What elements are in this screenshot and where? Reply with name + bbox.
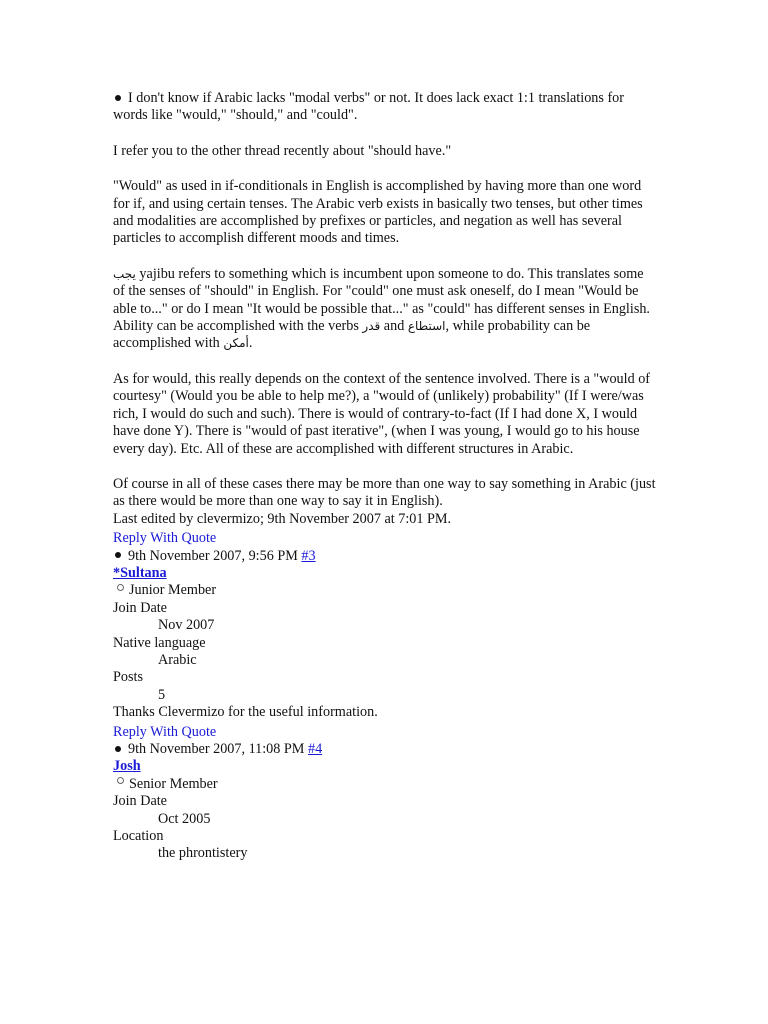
post-1-paragraph-4: As for would, this really depends on the context of the sentence involved. There is a "would of courtesy" (Would you be able to help me?), a "would of (unlikely) probability" (If I were/was rich, I would do such and such). There is would of contrary-to-fact (If I had done X, I would have done Y). There is "would of past iterative", (when I was young, I would go to his house every day). Etc. All of these are accomplished with different structures in Arabic.	[113, 370, 651, 457]
bullet-icon	[115, 552, 121, 558]
bullet-icon	[115, 95, 121, 101]
post-3-join-label: Join Date	[113, 599, 167, 616]
post-4-permalink[interactable]: #4	[307, 741, 323, 757]
reply-with-quote-button[interactable]: Reply With Quote	[113, 723, 217, 740]
post-1-p3-text-a: yajibu refers to something which is incumbent upon someone to do. This translates some of the senses of "should" in English. For "could" one must ask oneself, do I mean "Would be able to..." or do I mean "It would be possible that..." as "could" has different senses in English. Ability can be accomplished with the verbs	[113, 265, 650, 335]
forum-thread	[113, 90, 658, 863]
post-3-rank-text: Junior Member	[129, 582, 217, 599]
post-1-edited-note: Last edited by clevermizo; 9th November 2007 at 7:01 PM.	[113, 510, 452, 527]
post-3-body: Thanks Clevermizo for the useful information.	[113, 704, 378, 721]
post-3-posts-label: Posts	[113, 669, 143, 686]
post-4-date: 9th November 2007, 11:08 PM	[128, 741, 308, 757]
post-1-bullet	[113, 90, 658, 125]
post-4-username[interactable]: Josh	[113, 758, 141, 775]
post-4-rank	[113, 776, 658, 793]
arabic-word-qadara: قدر	[362, 319, 381, 334]
circle-bullet-icon	[117, 584, 124, 591]
post-4-location-label: Location	[113, 828, 164, 845]
bullet-icon	[115, 746, 121, 752]
reply-with-quote-button[interactable]: Reply With Quote	[113, 530, 217, 547]
post-3-posts-value: 5	[158, 686, 166, 703]
arabic-word-istata: استطاع	[407, 319, 446, 334]
post-1-p3-text-d: .	[248, 335, 253, 352]
post-4-join-label: Join Date	[113, 793, 167, 810]
post-3-permalink[interactable]: #3	[301, 547, 316, 564]
post-3-header	[113, 548, 658, 565]
post-1-bullet-text: I don't know if Arabic lacks "modal verbs" or not. It does lack exact 1:1 translations for words like "would," "should," and "could".	[113, 90, 624, 124]
post-4-rank-text: Senior Member	[129, 775, 218, 792]
arabic-word-amkana: أمكن	[223, 336, 249, 351]
post-4-join-value: Oct 2005	[158, 810, 211, 827]
post-1-paragraph-2: "Would" as used in if-conditionals in English is accomplished by having more than one word for if, and using certain tenses. The Arabic verb exists in basically two tenses, but other times and modalities are accomplished by prefixes or particles, and negation as well has several particles to accomplish different moods and times.	[113, 178, 643, 247]
circle-bullet-icon	[117, 777, 124, 784]
post-3-language-label: Native language	[113, 634, 206, 651]
post-3-join-value: Nov 2007	[158, 617, 215, 634]
post-3-rank	[113, 582, 658, 599]
post-1-p3-text-b: and	[380, 318, 408, 335]
post-4-location-value: the phrontistery	[158, 845, 248, 862]
arabic-word-yajibu: يجب	[113, 266, 136, 281]
post-3-username[interactable]: *Sultana	[113, 564, 167, 581]
post-1-paragraph-5: Of course in all of these cases there may be more than one way to say something in Arabic (just as there would be more than one way to say it in English).	[113, 475, 656, 510]
post-3-date: 9th November 2007, 9:56 PM	[128, 547, 302, 564]
post-1-paragraph-1: I refer you to the other thread recently about "should have."	[113, 142, 452, 159]
post-1-p3-text-c: , while probability can be accomplished with	[113, 318, 591, 352]
post-3-language-value: Arabic	[158, 651, 197, 668]
post-1-paragraph-3	[113, 266, 658, 353]
post-4-header	[113, 741, 658, 758]
